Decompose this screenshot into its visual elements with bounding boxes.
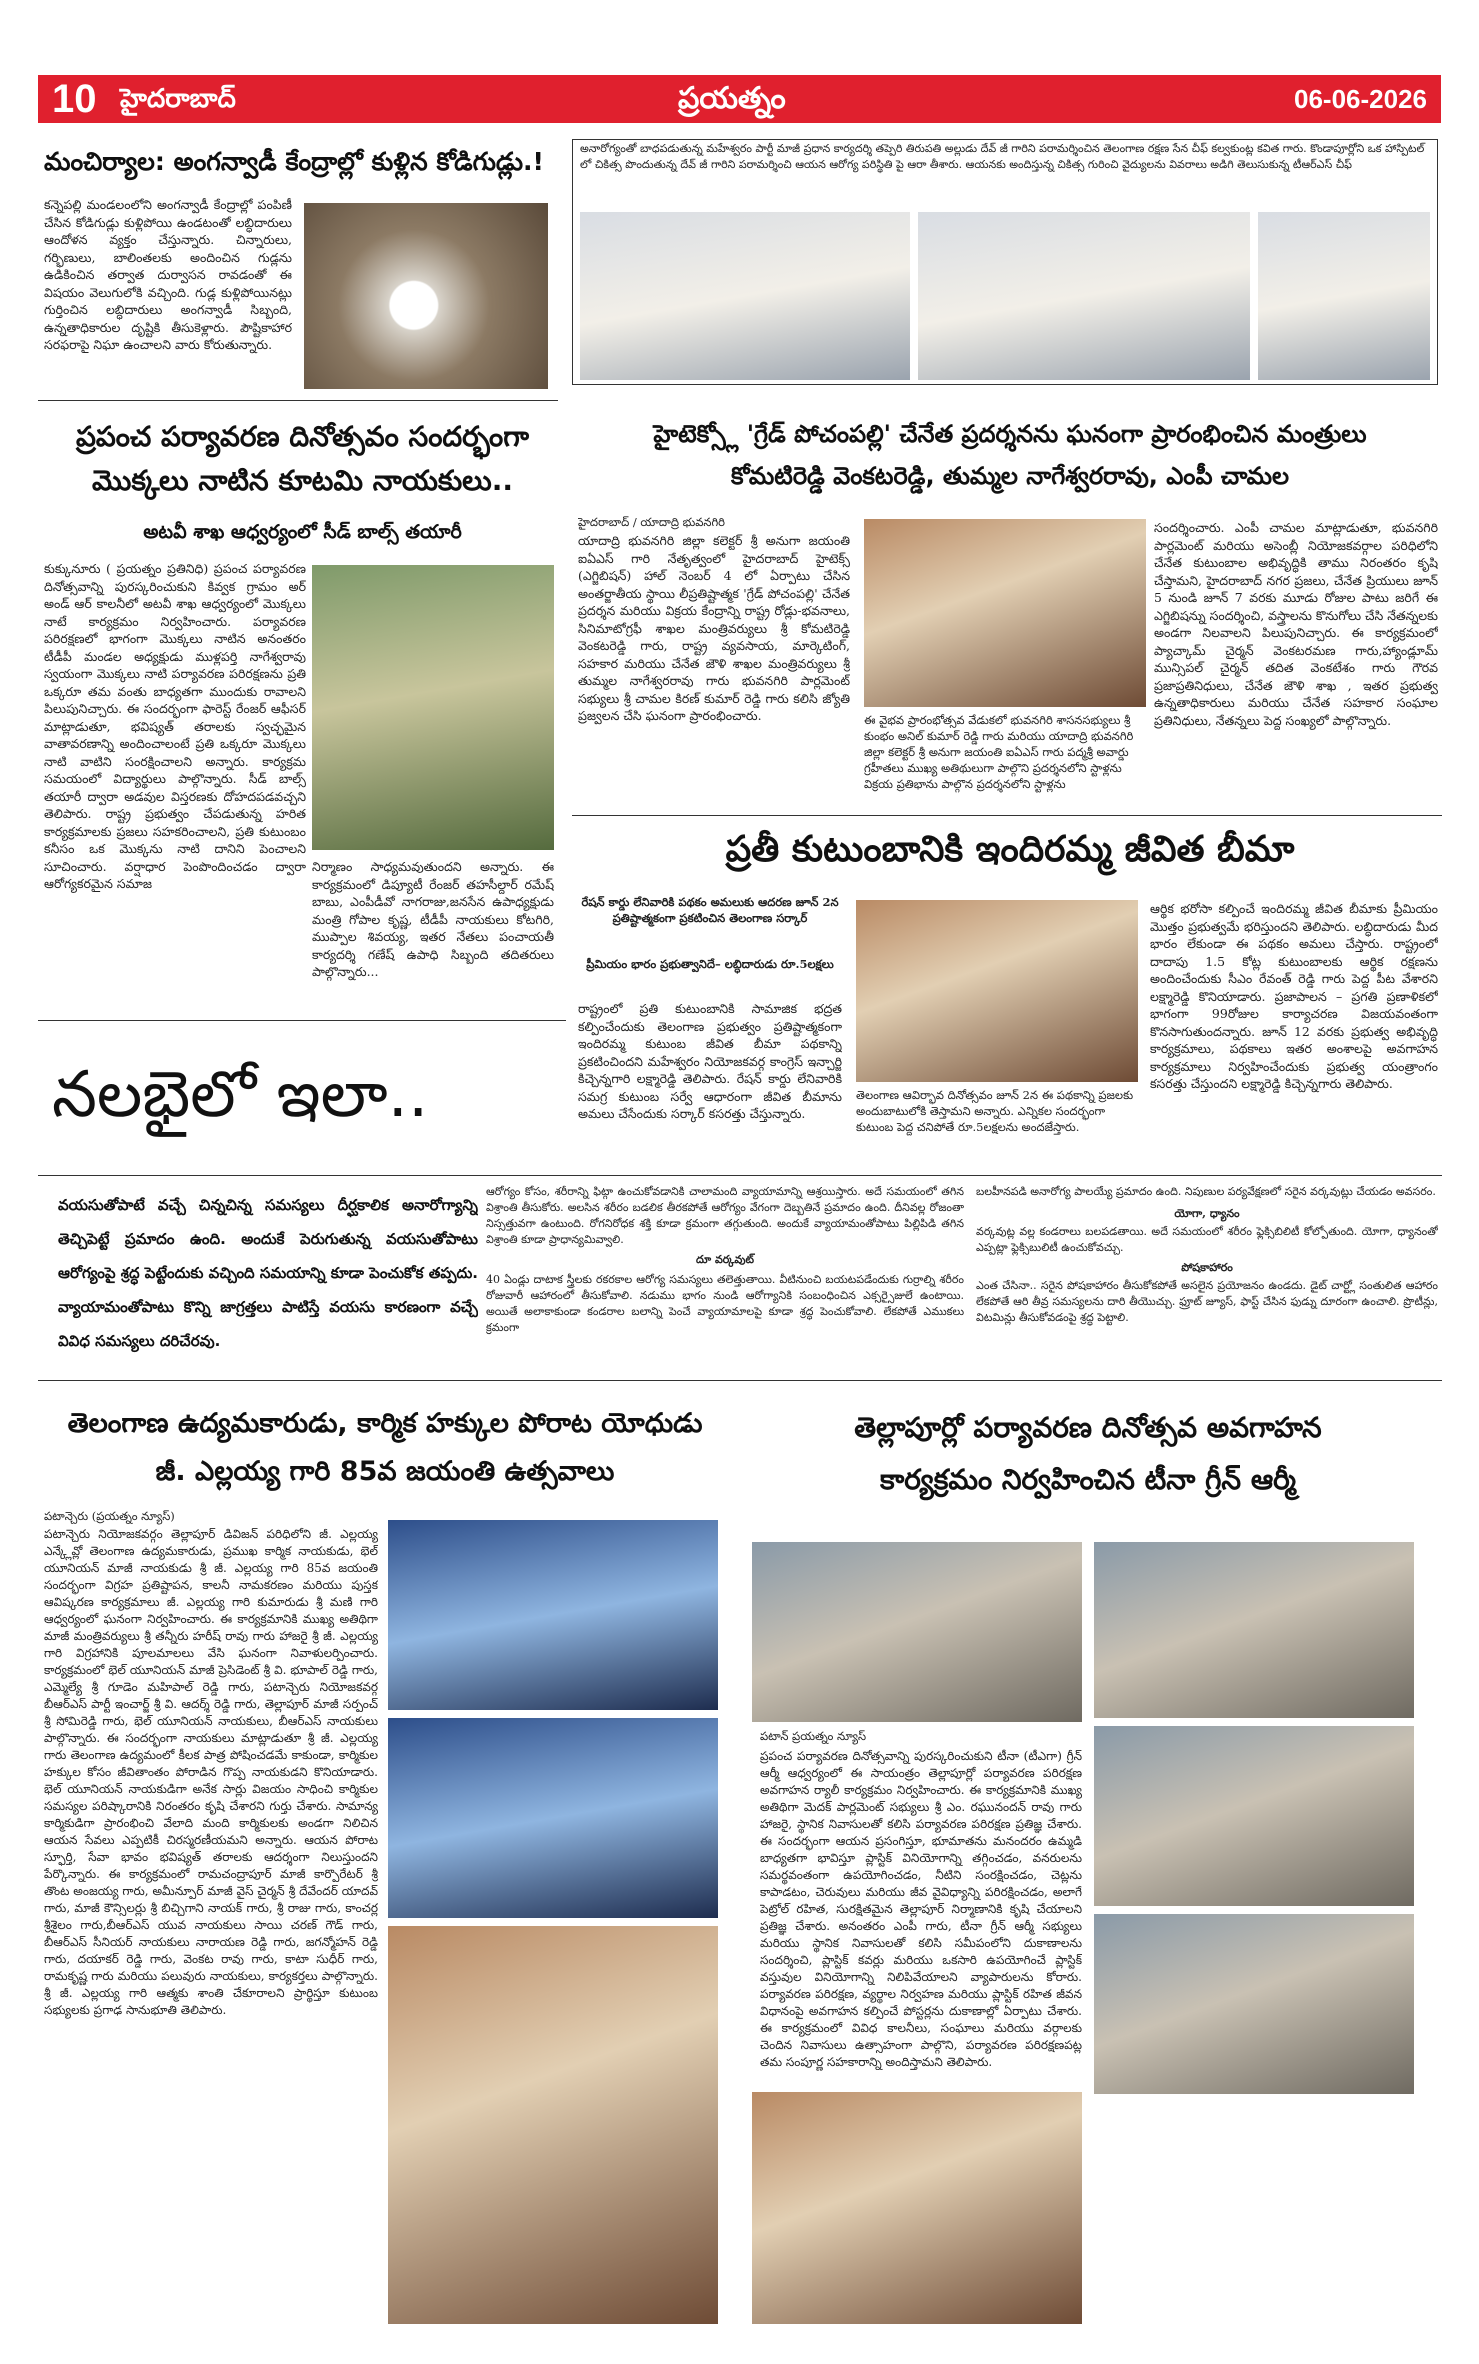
green-army-headline-line1: తెల్లాపూర్లో పర్యావరణ దినోత్సవ అవగాహన bbox=[854, 1411, 1322, 1444]
paper-name: ప్రయత్నం bbox=[678, 81, 786, 116]
insurance-body-right: ఆర్థిక భరోసా కల్పించే ఇందిరమ్మ జీవిత బీమాకు ప్రీమియం మొత్తం ప్రభుత్వమే భరిస్తుందని తెలిపారు. లబ్ధిదారుడు మీద భారం లేకుండా ఈ పథకం అమలు చేస్తారు. రాష్ట్రంలో దాదాపు 1.5 కోట్ల కుటుంబాలకు ఆర్థిక రక్షణను అందించేందుకు సీఎం రేవంత్ రెడ్డి గారు పెద్ద పీట వేశారని లక్ష్మారెడ్డి కొనియాడారు. ప్రజాపాలన – ప్రగతి ప్రణాళికలో భాగంగా 99రోజుల కార్యాచరణ విజయవంతంగా కొనసాగుతుందన్నారు. జూన్ 12 వరకు ప్రభుత్వ అభివృద్ధి కార్యక్రమాలు, పథకాలు ఇతర అంశాలపై అవగాహన కార్యక్రమాలు నిర్వహించేందుకు ప్రభుత్వ యంత్రాంగం కసరత్తు చేస్తుందని లక్ష్మారెడ్డి కిచ్చెన్నగారు తెలిపారు. bbox=[1150, 901, 1438, 1091]
hospital-photo-1 bbox=[580, 212, 910, 380]
handloom-body-right: సందర్శించారు. ఎంపీ చామల మాట్లాడుతూ, భువనగిరి పార్లమెంట్ మరియు అసెంబ్లీ నియోజకవర్గాల పరిధిలోని చేనేత కుటుంబాల అభివృద్ధికి తాము నిరంతరం కృషి చేస్తామని, హైదరాబాద్ నగర ప్రజలు, చేనేత ప్రియులు జూన్ 5 నుండి జూన్ 7 వరకు మూడు రోజుల పాటు జరిగే ఈ ఎగ్జిబిషన్ను సందర్శించి, వస్త్రాలను కొనుగోలు చేసి నేతన్నలకు అండగా నిలవాలని పిలుపునిచ్చారు. ఈ కార్యక్రమంలో ప్యాచ్కామ్ చైర్మన్ వెంకటరమణ గారు,హ్యాండ్లూమ్ మున్సిపల్ చైర్మన్ తదిత వెంకటేశం గారు గౌరవ ప్రజాప్రతినిధులు, చేనేత జౌళి శాఖ , ఇతర ప్రభుత్వ ఉన్నతాధికారులు మరియు చేనేత సహకార సంఘాల ప్రతినిధులు, నేతన్నలు పెద్ద సంఖ్యలో పాల్గొన్నారు. bbox=[1154, 520, 1438, 728]
environment-day-photo bbox=[312, 565, 554, 850]
insurance-handshake-photo bbox=[856, 900, 1138, 1082]
handloom-dateline: హైదరాబాద్ / యాదాద్రి భువనగిరి bbox=[578, 515, 725, 529]
edition-city: హైదరాబాద్ bbox=[120, 84, 236, 114]
handloom-headline-line1: హైటెక్స్లో 'గ్రేడ్ పోచంపల్లి' చేనేత ప్రదర్శనను ఘనంగా ప్రారంభించిన మంత్రులు bbox=[653, 420, 1367, 448]
environment-day-body-right: నిర్మాణం సాధ్యమవుతుందని అన్నారు. ఈ కార్యక్రమంలో డిప్యూటీ రేంజర్ తహసీల్దార్ రమేష్ బాబు, ఎంపీడీవో నాగరాజు,జనసేన ఉపాధ్యక్షుడు మంత్రి గోపాల కృష్ణ, టీడీపీ నాయకులు కోటగిరి, ముప్పాల శివయ్య, ఇతర నేతలు పంచాయతీ కార్యదర్శి గణేష్ ఉపాధి సిబ్బంది తదితరులు పాల్గొన్నారు... bbox=[312, 859, 554, 979]
insurance-body-left: రాష్ట్రంలో ప్రతి కుటుంబానికి సామాజిక భద్రత కల్పించేందుకు తెలంగాణ ప్రభుత్వం ప్రతిష్టాత్మకంగా ఇందిరమ్మ కుటుంబ జీవిత బీమా పథకాన్ని ప్రకటించిందని మహేశ్వరం నియోజకవర్గ కాంగ్రెస్ ఇన్చార్జి కిచ్చెన్నగారి లక్ష్మారెడ్డి తెలిపారు. రేషన్ కార్డు లేనివారికి సమగ్ర కుటుంబ సర్వే ఆధారంగా జీవిత బీమాను అమలు చేసేందుకు సర్కార్ కసరత్తు చేస్తున్నారు. bbox=[578, 1001, 842, 1121]
anganwadi-headline: మంచిర్యాల: అంగన్వాడీ కేంద్రాల్లో కుళ్లిన కోడిగుడ్లు.! bbox=[44, 147, 544, 176]
yellaiah-stage-photo-2 bbox=[388, 1718, 718, 1918]
handloom-expo-photo bbox=[864, 519, 1146, 707]
health-col2-subhead-2: పోషకాహారం bbox=[1181, 1261, 1233, 1274]
environment-day-headline: ప్రపంచ పర్యావరణ దినోత్సవం సందర్భంగా మొక్కలు నాటిన కూటమి నాయకులు.. bbox=[75, 420, 530, 497]
edition-date: 06-06-2026 bbox=[1294, 84, 1427, 114]
hospital-photo-3 bbox=[1258, 212, 1430, 380]
masthead-bar bbox=[38, 75, 1441, 123]
health-col1-text: ఆరోగ్యం కోసం, శరీరాన్ని ఫిట్గా ఉంచుకోవడానికి చాలామంది వ్యాయామాన్ని ఆశ్రయిస్తారు. అదే సమయంలో తగిన విశ్రాంతి తీసుకోరు. అలసిన శరీరం బడలిక తీరకపోతే ఆరోగ్యం వేగంగా దెబ్బతినే ప్రమాదం ఉంది. దీనివల్ల రోజంతా నిస్సత్తువగా ఉంటుంది. రోగనిరోధక శక్తి కూడా క్రమంగా తగ్గుతుంది. అందుకే వ్యాయామంతోపాటు పిల్లిపిడి తగిన విశ్రాంతి కూడా ప్రాధాన్యమివ్వాలి. bbox=[486, 1185, 964, 1246]
green-army-shop-photo bbox=[752, 2092, 1082, 2324]
green-army-rally-photo-3 bbox=[1094, 1726, 1414, 1906]
section-divider bbox=[38, 1175, 1442, 1176]
health-col2-text: బలహీనపడి అనారోగ్య పాలయ్యే ప్రమాదం ఉంది. నిపుణుల పర్యవేక్షణలో సరైన వర్కవుట్లు చేయడం అవసరం. bbox=[976, 1185, 1436, 1198]
health-big-title: నలభైలో ఇలా.. bbox=[52, 1058, 429, 1132]
insurance-subhead: రేషన్ కార్డు లేనివారికి పథకం అమలుకు ఆదరణ జూన్ 2న ప్రతిష్టాత్మకంగా ప్రకటించిన తెలంగాణ సర్కార్ bbox=[581, 895, 839, 925]
health-col2-text-2: వర్కవుట్ల వల్ల కండరాలు బలపడతాయి. అదే సమయంలో శరీరం ఫ్లెక్సిబిలిటీ కోల్పోతుంది. యోగా, ధ్యానంతో ఎప్పట్లా ఫ్లెక్సిబులిటీ ఉంచుకోవచ్చు. bbox=[976, 1225, 1438, 1254]
page-number: 10 bbox=[52, 77, 97, 121]
health-col2 bbox=[976, 1184, 1438, 1374]
hospital-photo-2 bbox=[918, 212, 1250, 380]
health-col1 bbox=[486, 1184, 964, 1374]
handloom-body-left: యాదాద్రి భువనగిరి జిల్లా కలెక్టర్ శ్రీ అనుగా జయంతి ఐఏఎస్ గారి నేతృత్వంలో హైదరాబాద్ హైటెక్స్ (ఎగ్జిబిషన్) హాల్ నెంబర్ 4 లో ఏర్పాటు చేసిన అంతర్జాతీయ స్థాయి లీప్రతిష్టాత్మక 'గ్రేడ్ పోచంపల్లి' చేనేత ప్రదర్శన మరియు విక్రయ కేంద్రాన్ని రాష్ట్ర రోడ్లు-భవనాలు, సినిమాటోగ్రఫీ శాఖల మంత్రివర్యులు శ్రీ కోమటిరెడ్డి వెంకటరెడ్డి గారు, రాష్ట్ర వ్యవసాయ, మార్కెటింగ్, సహకార మరియు చేనేత జౌళి శాఖల మంత్రివర్యులు శ్రీ తుమ్మల నాగేశ్వరరావు గారు భువనగిరి పార్లమెంట్ సభ్యులు శ్రీ చామల కిరణ్ కుమార్ రెడ్డి గారు కలిసి జ్యోతి ప్రజ్వలన చేసి ఘనంగా ప్రారంభించారు. bbox=[578, 533, 850, 723]
environment-day-body-left: కుక్కునూరు ( ప్రయత్నం ప్రతినిధి) ప్రపంచ పర్యావరణ దినోత్సవాన్ని పురస్కరించుకుని కివ్వక గ్రామం అర్ అండ్ ఆర్ కాలనీలో అటవీ శాఖ ఆధ్వర్యంలో మొక్కలు నాటే కార్యక్రమం నిర్వహించారు. పర్యావరణ పరిరక్షణలో భాగంగా మొక్కలు నాటిన అనంతరం టీడీపీ మండల అధ్యక్షుడు ముళ్లపర్తి నాగేశ్వరావు స్వయంగా మొక్కలు నాటి పర్యావరణ పరిరక్షణను ప్రతి ఒక్కరూ తమ వంతు బాధ్యతగా ముందుకు రావాలని పిలుపునిచ్చారు. ఈ సందర్భంగా ఫారెస్ట్ రేంజర్ ఆఫీసర్ మాట్లాడుతూ, భవిష్యత్ తరాలకు స్వచ్ఛమైన వాతావరణాన్ని అందించాలంటే ప్రతి ఒక్కరూ మొక్కలు నాటి వాటిని సంరక్షించాలని అన్నారు. కార్యక్రమ సమయంలో విద్యార్థులు పాల్గొన్నారు. సీడ్ బాల్స్ తయారీ ద్వారా అడవుల విస్తరణకు దోహదపడవచ్చని తెలిపారు. రాష్ట్ర ప్రభుత్వం చేపడుతున్న హరిత కార్యక్రమాలకు ప్రజలు సహకరించాలని, ప్రతి కుటుంబం కనీసం ఒక మొక్కను నాటి దానిని పెంచాలని సూచించారు. వర్షాధార పెంపొందించడం ద్వారా ఆరోగ్యకరమైన సమాజ bbox=[44, 561, 306, 891]
green-army-body-right bbox=[1094, 2100, 1424, 2322]
environment-day-subhead: అటవీ శాఖ ఆధ్వర్యంలో సీడ్ బాల్స్ తయారీ bbox=[143, 521, 462, 543]
yellaiah-body: పటాన్చెరు నియోజకవర్గం తెల్లాపూర్ డివిజన్ పరిధిలోని జీ. ఎల్లయ్య ఎన్క్లేవ్లో తెలంగాణ ఉద్యమకారుడు, ప్రముఖ కార్మిక నాయకుడు, భెల్ యూనియన్ మాజీ నాయకుడు శ్రీ జీ. ఎల్లయ్య గారి 85వ జయంతి సందర్భంగా విగ్రహ ప్రతిష్టాపన, కాలనీ నామకరణం మరియు పుస్తక ఆవిష్కరణ కార్యక్రమాలు జీ. ఎల్లయ్య గారి కుమారుడు శ్రీ మణి గారి ఆధ్వర్యంలో ఘనంగా నిర్వహించారు. ఈ కార్యక్రమానికి ముఖ్య అతిథిగా మాజీ మంత్రివర్యులు శ్రీ తన్నీరు హరీష్ రావు గారు హాజరై శ్రీ జీ. ఎల్లయ్య గారి విగ్రహానికి పూలమాలలు వేసి ఘనంగా నివాళులర్పించారు. కార్యక్రమంలో భెల్ యూనియన్ మాజీ ప్రెసిడెంట్ శ్రీ వి. భూపాల్ రెడ్డి గారు, ఎమ్మెల్యే శ్రీ గూడెం మహిపాల్ రెడ్డి గారు, పటాన్చెరు నియోజకవర్గ బీఆర్ఎస్ పార్టీ ఇంచార్జ్ శ్రీ వి. ఆదర్శ్ రెడ్డి గారు, తెల్లాపూర్ మాజీ సర్పంచ్ శ్రీ సోమిరెడ్డి గారు, భెల్ యూనియన్ నాయకులు, బీఆర్ఎస్ నాయకులు పాల్గొన్నారు. ఈ సందర్భంగా నాయకులు మాట్లాడుతూ శ్రీ జీ. ఎల్లయ్య గారు తెలంగాణ ఉద్యమంలో కీలక పాత్ర పోషించడమే కాకుండా, కార్మికుల హక్కుల కోసం జీవితాంతం పోరాడిన గొప్ప నాయకుడని కొనియాడారు. భెల్ యూనియన్ నాయకుడిగా అనేక సార్లు విజయం సాధించి కార్మికుల సమస్యల పరిష్కారానికి నిరంతరం కృషి చేశారని గుర్తు చేశారు. సామాన్య కార్మికుడిగా ప్రారంభించి వేలాది మంది కార్మికులకు అండగా నిలిచిన ఆయన సేవలు ఎప్పటికీ చిరస్మరణీయమని అన్నారు. ఆయన పోరాట స్ఫూర్తి, సేవా భావం భవిష్యత్ తరాలకు ఆదర్శంగా నిలుస్తుందని పేర్కొన్నారు. ఈ కార్యక్రమంలో రామచంద్రాపూర్ మాజీ కార్పొరేటర్ శ్రీ తొంట అంజయ్య గారు, అమీన్పూర్ మాజీ వైస్ చైర్మన్ శ్రీ దేవేందర్ యాదవ్ గారు, మాజీ కౌన్సిలర్లు శ్రీ బిచ్చిగాని నాయక్ గారు, శ్రీ రాజు గారు, కాంచర్ల శ్రీశైలం గారు,బీఆర్ఎస్ యువ నాయకులు సాయి చరణ్ గౌడ్ గారు, బీఆర్ఎస్ సీనియర్ నాయకులు నారాయణ రెడ్డి గారు, జగన్మోహన్ రెడ్డి గారు, దయాకర్ రెడ్డి గారు, వెంకట రావు గారు, కాటా సుధీర్ గారు, రామకృష్ణ గారు మరియు పలువురు నాయకులు, కార్యకర్తలు పాల్గొన్నారు. శ్రీ జీ. ఎల్లయ్య గారి ఆత్మకు శాంతి చేకూరాలని ప్రార్థిస్తూ కుటుంబ సభ్యులకు ప్రగాఢ సానుభూతి తెలిపారు. bbox=[44, 1527, 378, 2017]
yellaiah-headline: తెలంగాణ ఉద్యమకారుడు, కార్మిక హక్కుల పోరాట యోధుడు జీ. ఎల్లయ్య గారి 85వ జయంతి ఉత్సవాలు bbox=[67, 1408, 703, 1487]
insurance-subhead-2: ప్రీమియం భారం ప్రభుత్వానిదే– లబ్ధిదారుడు రూ.5లక్షలు bbox=[586, 957, 834, 971]
health-col1-text-2: 40 ఏండ్లు దాటాక స్త్రీలకు రకరకాల ఆరోగ్య సమస్యలు తలెత్తుతాయి. వీటినుంచి బయటపడేందుకు గుర్రాల్ని శరీరం రోజువారీ ఆహారంలో తీసుకోవాలి. నడుము భాగం నుండి ఆరోగ్యానికి సంబంధించిన ఎక్సర్సైజులే ఉంటాయి. అయితే అలాకాకుండా కండరాల బలాన్ని పెంచే వ్యాయామాలపై కూడా శ్రద్ధ పెంచుకోవాలి. లేకపోతే ఎముకలు క్రమంగా bbox=[486, 1273, 964, 1334]
section-divider bbox=[572, 815, 1442, 816]
yellaiah-statue-photo bbox=[388, 1926, 718, 2324]
section-divider bbox=[38, 1380, 1442, 1381]
insurance-photo-caption: తెలంగాణ ఆవిర్భావ దినోత్సవం జూన్ 2న ఈ పథకాన్ని ప్రజలకు అందుబాటులోకి తెస్తామని అన్నారు. ఎన్నికల సందర్భంగా కుటుంబ పెద్ద చనిపోతే రూ.5లక్షలను అందజేస్తారు. bbox=[856, 1088, 1134, 1134]
yellaiah-dateline: పటాన్చెరు (ప్రయత్నం న్యూస్) bbox=[44, 1509, 175, 1523]
health-col2-subhead-1: యోగా, ధ్యానం bbox=[1174, 1207, 1240, 1220]
section-divider bbox=[38, 400, 558, 401]
health-intro: వయసుతోపాటే వచ్చే చిన్నచిన్న సమస్యలు దీర్ఘకాలిక అనారోగ్యాన్ని తెచ్చిపెట్టే ప్రమాదం ఉంది. అందుకే పెరుగుతున్న వయసుతోపాటు ఆరోగ్యంపై శ్రద్ధ పెట్టేందుకు వచ్చింది సమయాన్ని కూడా పెంచుకోక తప్పదు. వ్యాయామంతోపాటు కొన్ని జాగ్రత్తలు పాటిస్తే వయసు కారణంగా వచ్చే వివిధ సమస్యలు దరిచేరవు. bbox=[58, 1196, 478, 1350]
health-col2-text-3: ఎంత చేసినా.. సరైన పోషకాహారం తీసుకోకపోతే అసలైన ప్రయోజనం ఉండదు. డైట్ చార్ట్లో సంతులిత ఆహారం లేకపోతే ఆరి తీవ్ర సమస్యలను దారి తీయొచ్చు. ఫ్రూట్ జ్యూస్, ఫాస్ట్ చేసిన ఫుడ్ను దూరంగా ఉంచాలి. ప్రొటీన్లు, విటమిన్లు తీసుకోవడంపై శ్రద్ధ పెట్టాలి. bbox=[976, 1279, 1438, 1324]
section-divider bbox=[38, 1020, 566, 1021]
health-col1-subhead: దూ వర్కవుట్ bbox=[696, 1253, 754, 1266]
green-army-rally-photo-2 bbox=[1094, 1542, 1414, 1718]
green-army-dateline: పటాన్ ప్రయత్నం న్యూస్ bbox=[760, 1729, 867, 1743]
anganwadi-body: కన్నెపల్లి మండలంలోని అంగన్వాడీ కేంద్రాల్లో పంపిణీ చేసిన కోడిగుడ్లు కుళ్లిపోయి ఉండటంతో లబ్ధిదారులు ఆందోళన వ్యక్తం చేస్తున్నారు. చిన్నారులు, గర్భిణులు, బాలింతలకు అందించిన గుడ్లను ఉడికించిన తర్వాత దుర్వాసన రావడంతో ఈ విషయం వెలుగులోకి వచ్చింది. గుడ్ల కుళ్లిపోయినట్లు గుర్తించిన లబ్ధిదారులు అంగన్వాడీ సిబ్బంది, ఉన్నతాధికారుల దృష్టికి తీసుకెళ్లారు. పౌష్టికాహార సరఫరాపై నిఘా ఉంచాలని వారు కోరుతున్నారు. bbox=[44, 197, 292, 352]
handloom-headline-line2: కోమటిరెడ్డి వెంకటరెడ్డి, తుమ్మల నాగేశ్వరరావు, ఎంపీ చామల bbox=[730, 462, 1290, 490]
green-army-headline-line2: కార్యక్రమం నిర్వహించిన టీనా గ్రీన్ ఆర్మీ bbox=[880, 1463, 1296, 1496]
anganwadi-eggs-photo bbox=[304, 203, 548, 389]
green-army-rally-photo-1 bbox=[752, 1542, 1082, 1722]
insurance-headline: ప్రతీ కుటుంబానికి ఇందిరమ్మ జీవిత బీమా bbox=[725, 829, 1295, 870]
handloom-photo-caption: ఈ వైభవ ప్రారంభోత్సవ వేడుకలో భువనగిరి శాసనసభ్యులు శ్రీ కుంభం అనిల్ కుమార్ రెడ్డి గారు మరియు యాదాద్రి భువనగిరి జిల్లా కలెక్టర్ శ్రీ అనుగా జయంతి ఐఏఎస్ గారు పద్మశ్రీ అవార్డు గ్రహీతలు ముఖ్య అతిథులుగా పాల్గొని ప్రదర్శనలోని స్టాళ్లను విక్రయ ప్రతిభాను పాల్గొన ప్రదర్శనలోని స్టాళ్లను bbox=[864, 713, 1134, 791]
yellaiah-stage-photo-1 bbox=[388, 1520, 718, 1710]
green-army-body-left: ప్రపంచ పర్యావరణ దినోత్సవాన్ని పురస్కరించుకుని టీనా (టీఎగా) గ్రీన్ ఆర్మీ ఆధ్వర్యంలో ఈ సాయంత్రం తెల్లాపూర్లో పర్యావరణ పరిరక్షణ అవగాహన ర్యాలీ కార్యక్రమం నిర్వహించారు. ఈ కార్యక్రమానికి ముఖ్య అతిథిగా మెదక్ పార్లమెంట్ సభ్యులు శ్రీ ఎం. రఘునందన్ రావు గారు హాజరై, స్థానిక నివాసులతో కలిసి పర్యావరణ పరిరక్షణ ప్రతిజ్ఞ చేశారు. ఈ సందర్భంగా ఆయన ప్రసంగిస్తూ, భూమాతను మనందరం ఉమ్మడి బాధ్యతగా భావిస్తూ ప్లాస్టిక్ వినియోగాన్ని తగ్గించడం, వనరులను సమర్థవంతంగా ఉపయోగించడం, నీటిని సంరక్షించడం, చెట్లను కాపాడటం, చెరువులు మరియు జీవ వైవిధ్యాన్ని పరిరక్షించడం, అలాగే పెట్రోల్ రహిత, సురక్షితమైన తెల్లాపూర్ నిర్మాణానికి కృషి చేయాలని ప్రతిజ్ఞ చేశారు. అనంతరం ఎంపీ గారు, టీనా గ్రీన్ ఆర్మీ సభ్యులు మరియు స్థానిక నివాసులతో కలిసి సమీపంలోని దుకాణాలను సందర్శించి, ప్లాస్టిక్ కవర్లు మరియు ఒకసారి ఉపయోగించే ప్లాస్టిక్ వస్తువుల వినియోగాన్ని నిలిపివేయాలని వ్యాపారులను కోరారు. పర్యావరణ పరిరక్షణ, వ్యర్థాల నిర్వహణ మరియు ప్లాస్టిక్ రహిత జీవన విధానంపై అవగాహన కల్పించే పోస్టర్లను దుకాణాల్లో ఏర్పాటు చేశారు. ఈ కార్యక్రమంలో వివిధ కాలనీలు, సంఘాలు మరియు వర్గాలకు చెందిన నివాసులు ఉత్సాహంగా పాల్గొని, పర్యావరణ పరిరక్షణపట్ల తమ సంపూర్ణ సహకారాన్ని అందిస్తామని తెలిపారు. bbox=[760, 1749, 1082, 2069]
hospital-caption: అనారోగ్యంతో బాధపడుతున్న మహేశ్వరం పార్టీ మాజీ ప్రధాన కార్యదర్శి తప్పెరి తిరుపతి అల్లుడు దేవ్ జీ గారిని పరామర్శించిన తెలంగాణ రక్షణ సేన చీఫ్ కల్వకుంట్ల కవిత గారు. కొండాపూర్లోని ఒక హాస్పిటల్ లో చికిత్స పొందుతున్న దేవ్ జీ గారిని పరామర్శించి ఆయన ఆరోగ్య పరిస్థితి పై ఆరా తీశారు. ఆయనకు అందిస్తున్న చికిత్స గురించి వైద్యులను వివరాలు అడిగి తెలుసుకున్న టీఆర్ఎస్ చీఫ్ bbox=[580, 142, 1425, 171]
green-army-rally-photo-4 bbox=[1094, 1914, 1414, 2094]
